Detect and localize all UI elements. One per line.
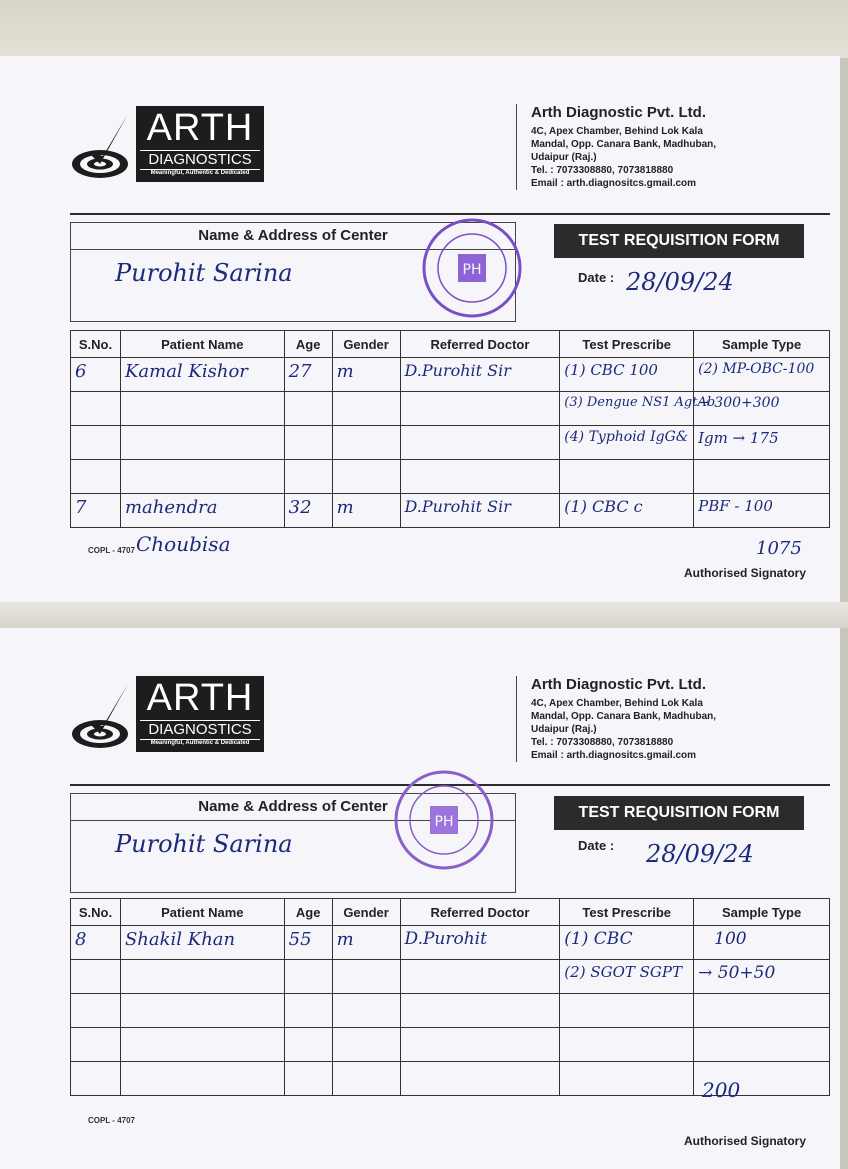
divider [70,213,830,215]
test: (3) Dengue NS1 AgtAb [564,395,716,410]
address-line-3: Udaipur (Raj.) [531,724,597,735]
col-age: Age [284,331,332,358]
age: 55 [288,929,312,950]
center-header: Name & Address of Center [71,223,515,250]
logo-sub: DIAGNOSTICS [140,150,260,170]
table-row [71,494,830,528]
copl-code: COPL - 4707 [88,546,135,555]
sno: 8 [75,929,87,950]
col-patient: Patient Name [120,331,284,358]
col-doctor: Referred Doctor [400,331,560,358]
email: Email : arth.diagnositcs.gmail.com [531,750,697,761]
logo-word: ARTH [146,107,254,149]
patient-name-continued: Choubisa [136,532,231,556]
date-value: 28/09/24 [626,268,734,296]
hospital-stamp [392,768,496,872]
company-logo [70,676,270,756]
logo-sub: DIAGNOSTICS [140,720,260,740]
center-name: Purohit Sarina [115,830,293,858]
hospital-stamp [420,216,524,320]
company-name: Arth Diagnostic Pvt. Ltd. [531,676,707,693]
patient-name: Shakil Khan [124,929,236,950]
table-row [71,426,830,460]
table-header [71,899,830,926]
patient-name: Kamal Kishor [124,361,248,382]
copl-code: COPL - 4707 [88,1116,135,1125]
sheet-gap [0,602,848,628]
table-row [71,994,830,1028]
form-title: TEST REQUISITION FORM [554,224,804,258]
col-sno: S.No. [71,899,121,926]
total-amount: 200 [702,1078,741,1102]
col-doctor: Referred Doctor [400,899,560,926]
form-title: TEST REQUISITION FORM [554,796,804,830]
date-label: Date : [578,838,615,853]
date-value: 28/09/24 [646,840,754,868]
company-details [516,104,840,190]
col-test: Test Prescribe [560,331,694,358]
col-age: Age [284,899,332,926]
sample: → 300+300 [698,395,780,411]
telephone: Tel. : 7073308880, 7073818880 [531,165,674,176]
authorised-signatory: Authorised Signatory [684,566,807,580]
sample: PBF - 100 [698,497,773,515]
table-header [71,331,830,358]
telephone: Tel. : 7073308880, 7073818880 [531,737,674,748]
logo-word: ARTH [146,677,254,719]
age: 27 [288,361,312,382]
table-row [71,460,830,494]
table-row [71,358,830,392]
company-name: Arth Diagnostic Pvt. Ltd. [531,104,707,121]
address-line-3: Udaipur (Raj.) [531,152,597,163]
sample: → 50+50 [698,963,776,983]
col-sample: Sample Type [694,899,830,926]
table-row [71,926,830,960]
sample: Igm → 175 [698,429,779,447]
company-details [516,676,840,762]
target-check-icon [70,112,132,182]
test: (4) Typhoid IgG& [564,429,689,445]
gender: m [336,497,354,518]
requisition-form-2 [0,628,840,1169]
patient-name: mahendra [124,497,218,518]
doctor: D.Purohit [404,929,487,949]
col-sample: Sample Type [694,331,830,358]
col-test: Test Prescribe [560,899,694,926]
doctor: D.Purohit Sir [404,497,511,516]
sample: (2) MP-OBC-100 [698,361,815,377]
authorised-signatory: Authorised Signatory [684,1134,807,1148]
address-line-2: Mandal, Opp. Canara Bank, Madhuban, [531,711,717,722]
table-row [71,392,830,426]
gender: m [336,929,354,950]
requisition-form-1 [0,56,840,602]
sno: 6 [75,361,87,382]
col-sno: S.No. [71,331,121,358]
logo-tagline: Meaningful, Authentic & Dedicated [150,740,250,746]
test: (1) CBC c [564,497,643,516]
total-amount: 1075 [756,538,802,559]
address-line-1: 4C, Apex Chamber, Behind Lok Kala [531,126,703,137]
sno: 7 [75,497,87,518]
patient-table [70,898,830,1096]
svg-text:PH: PH [462,262,482,278]
doctor: D.Purohit Sir [404,361,511,380]
patient-table [70,330,830,528]
table-row [71,960,830,994]
center-header: Name & Address of Center [71,794,515,821]
address-line-2: Mandal, Opp. Canara Bank, Madhuban, [531,139,717,150]
target-check-icon [70,682,132,752]
company-logo [70,106,270,186]
test: (1) CBC [564,929,633,949]
test: (1) CBC 100 [564,361,658,379]
email: Email : arth.diagnositcs.gmail.com [531,178,697,189]
svg-text:PH: PH [434,814,454,830]
table-row [71,1028,830,1062]
test: (2) SGOT SGPT [564,963,682,981]
col-gender: Gender [332,899,400,926]
background-strip [0,0,848,58]
address-line-1: 4C, Apex Chamber, Behind Lok Kala [531,698,703,709]
gender: m [336,361,354,382]
logo-tagline: Meaningful, Authentic & Dedicated [150,170,250,176]
sample: 100 [714,929,747,949]
col-patient: Patient Name [120,899,284,926]
age: 32 [288,497,312,518]
center-name: Purohit Sarina [115,259,293,287]
col-gender: Gender [332,331,400,358]
date-label: Date : [578,270,615,285]
